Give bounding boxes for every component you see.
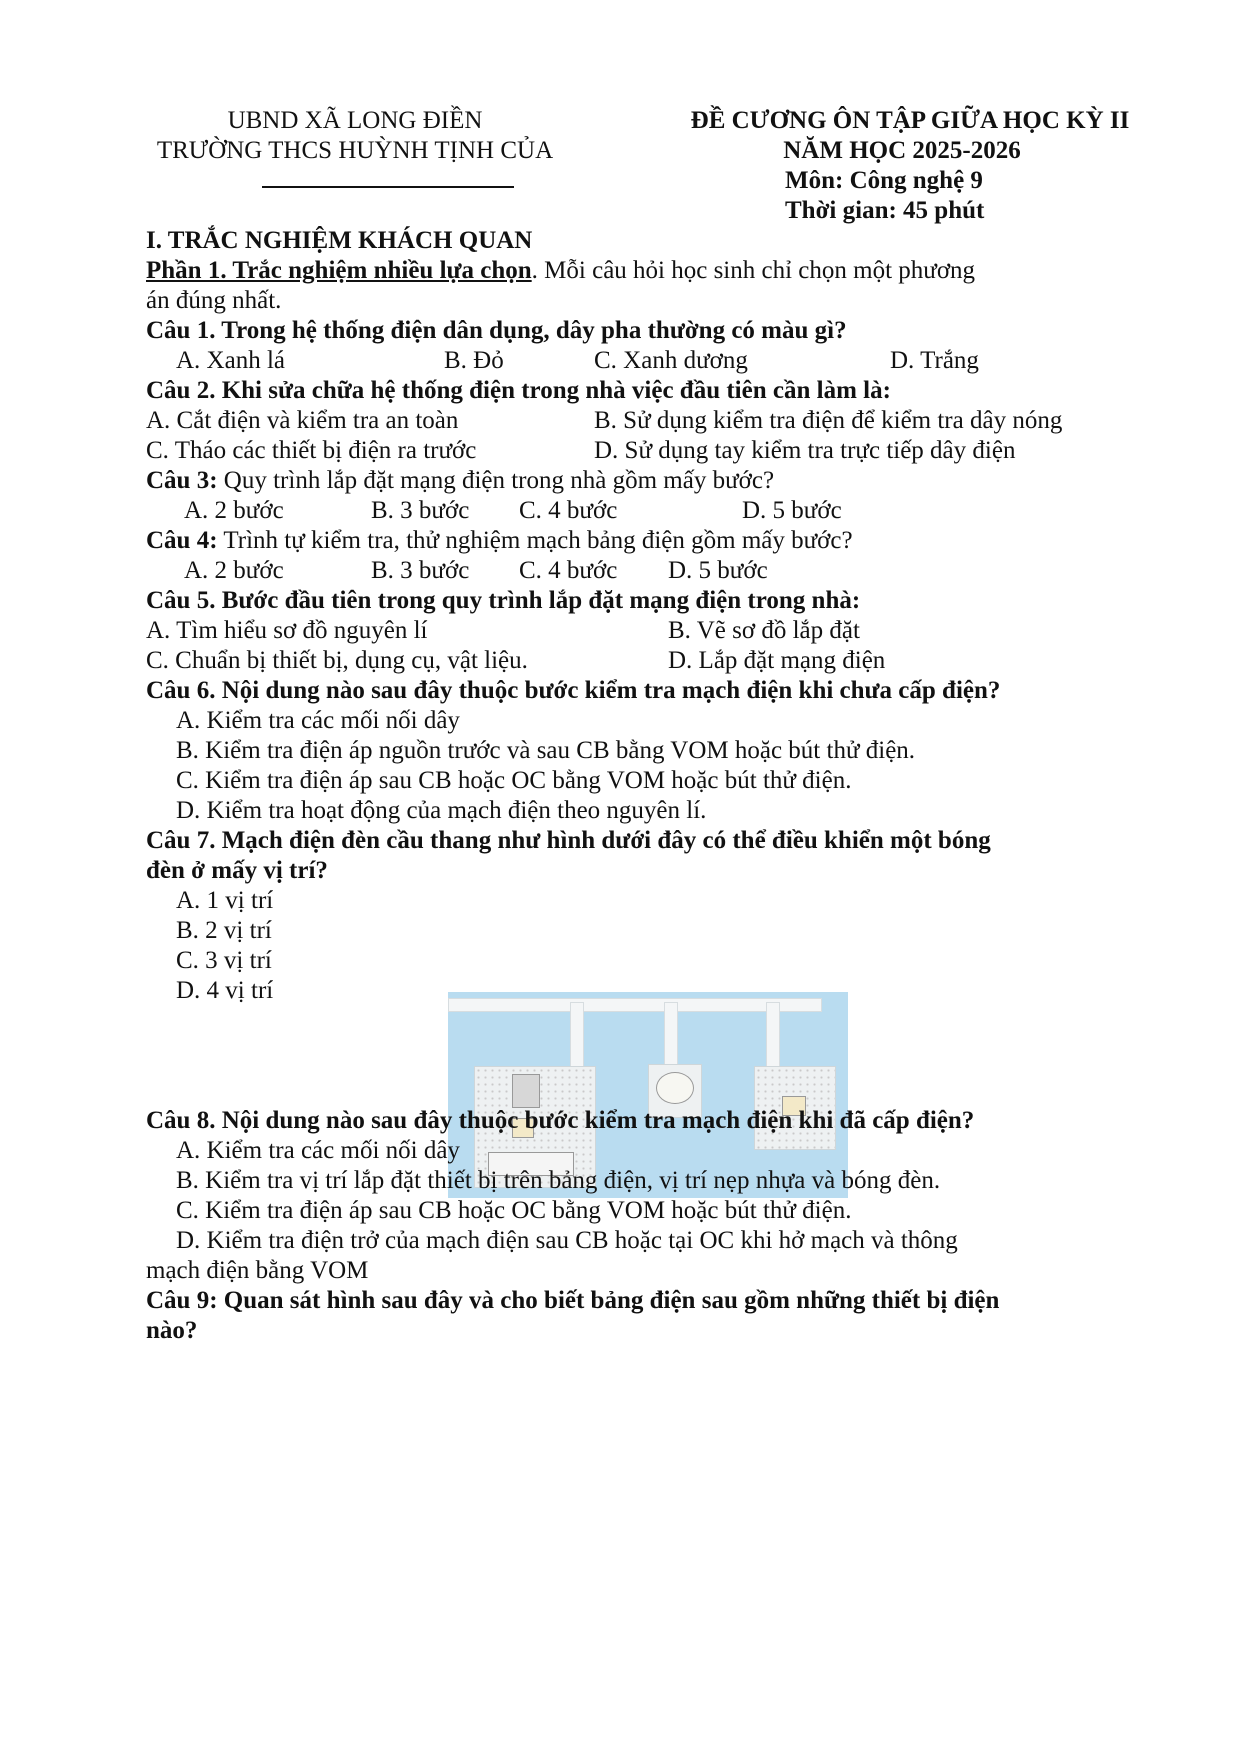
q1-option-d: D. Trắng [890, 347, 979, 374]
q3-option-a: A. 2 bước [184, 497, 284, 524]
q1-option-a: A. Xanh lá [176, 347, 285, 374]
part1-title: Phần 1. Trắc nghiệm nhiều lựa chọn [146, 257, 532, 284]
q6-option-a: A. Kiểm tra các mối nối dây [176, 707, 460, 734]
q6-option-c: C. Kiểm tra điện áp sau CB hoặc OC bằng VOM hoặc bút thử điện. [176, 767, 852, 794]
q4-option-a: A. 2 bước [184, 557, 284, 584]
q6-option-b: B. Kiểm tra điện áp nguồn trước và sau CB bằng VOM hoặc bút thử điện. [176, 737, 916, 764]
q5-option-b: B. Vẽ sơ đồ lắp đặt [668, 617, 860, 644]
q7-option-c: C. 3 vị trí [176, 947, 272, 974]
subject-label: Môn: Công nghệ 9 [785, 167, 983, 194]
section-title: I. TRẮC NGHIỆM KHÁCH QUAN [146, 227, 533, 254]
q2-option-c: C. Tháo các thiết bị điện ra trước [146, 437, 477, 464]
q5-option-c: C. Chuẩn bị thiết bị, dụng cụ, vật liệu. [146, 647, 528, 674]
part1-instruction-cont: án đúng nhất. [146, 287, 282, 314]
q5-option-d: D. Lắp đặt mạng điện [668, 647, 886, 674]
q2-option-d: D. Sử dụng tay kiểm tra trực tiếp dây điện [594, 437, 1016, 464]
part1-instruction: . Mỗi câu hỏi học sinh chỉ chọn một phương [531, 257, 976, 284]
q8-option-b: B. Kiểm tra vị trí lắp đặt thiết bị trên bảng điện, vị trí nẹp nhựa và bóng đèn. [176, 1167, 941, 1194]
q2-option-a: A. Cắt điện và kiểm tra an toàn [146, 407, 459, 434]
question-4 [146, 526, 853, 556]
document-title: ĐỀ CƯƠNG ÔN TẬP GIỮA HỌC KỲ II [690, 107, 1130, 134]
question-6: Câu 6. Nội dung nào sau đây thuộc bước kiểm tra mạch điện khi chưa cấp điện? [146, 677, 1001, 704]
question-8: Câu 8. Nội dung nào sau đây thuộc bước kiểm tra mạch điện khi đã cấp điện? [146, 1107, 975, 1134]
q4-option-d: D. 5 bước [668, 557, 768, 584]
q8-option-a: A. Kiểm tra các mối nối dây [176, 1137, 460, 1164]
q3-label: Câu 3: [146, 467, 218, 494]
question-3 [146, 466, 774, 496]
part1-heading [146, 256, 975, 286]
question-9-cont: nào? [146, 1317, 198, 1344]
q6-option-d: D. Kiểm tra hoạt động của mạch điện theo nguyên lí. [176, 797, 707, 824]
q3-option-d: D. 5 bước [742, 497, 842, 524]
school-year: NĂM HỌC 2025-2026 [783, 137, 1021, 164]
q4-text: Trình tự kiểm tra, thử nghiệm mạch bảng điện gồm mấy bước? [217, 527, 853, 554]
q7-option-a: A. 1 vị trí [176, 887, 274, 914]
q3-option-b: B. 3 bước [371, 497, 470, 524]
q7-option-b: B. 2 vị trí [176, 917, 272, 944]
authority-name: UBND XÃ LONG ĐIỀN [227, 107, 483, 134]
q3-text: Quy trình lắp đặt mạng điện trong nhà gồm mấy bước? [217, 467, 775, 494]
q8-option-d-cont: mạch điện bằng VOM [146, 1257, 369, 1284]
question-9: Câu 9: Quan sát hình sau đây và cho biết bảng điện sau gồm những thiết bị điện [146, 1287, 1000, 1314]
q4-option-c: C. 4 bước [519, 557, 618, 584]
q2-option-b: B. Sử dụng kiểm tra điện để kiểm tra dây nóng [594, 407, 1063, 434]
time-label: Thời gian: 45 phút [785, 197, 985, 224]
q7-option-d: D. 4 vị trí [176, 977, 274, 1004]
question-2: Câu 2. Khi sửa chữa hệ thống điện trong nhà việc đầu tiên cần làm là: [146, 377, 891, 404]
q4-label: Câu 4: [146, 527, 218, 554]
school-underline [262, 186, 514, 188]
question-7-cont: đèn ở mấy vị trí? [146, 857, 328, 884]
q5-option-a: A. Tìm hiểu sơ đồ nguyên lí [146, 617, 428, 644]
school-name: TRƯỜNG THCS HUỲNH TỊNH CỦA [156, 137, 554, 164]
question-7: Câu 7. Mạch điện đèn cầu thang như hình dưới đây có thể điều khiển một bóng [146, 827, 991, 854]
q1-option-b: B. Đỏ [444, 347, 504, 374]
q1-option-c: C. Xanh dương [594, 347, 748, 374]
q3-option-c: C. 4 bước [519, 497, 618, 524]
question-1: Câu 1. Trong hệ thống điện dân dụng, dây pha thường có màu gì? [146, 317, 847, 344]
question-5: Câu 5. Bước đầu tiên trong quy trình lắp đặt mạng điện trong nhà: [146, 587, 861, 614]
circuit-breaker-icon [512, 1074, 540, 1108]
q8-option-d: D. Kiểm tra điện trở của mạch điện sau CB hoặc tại OC khi hở mạch và thông [176, 1227, 958, 1254]
lamp-icon [656, 1072, 694, 1104]
q4-option-b: B. 3 bước [371, 557, 470, 584]
q8-option-c: C. Kiểm tra điện áp sau CB hoặc OC bằng VOM hoặc bút thử điện. [176, 1197, 852, 1224]
